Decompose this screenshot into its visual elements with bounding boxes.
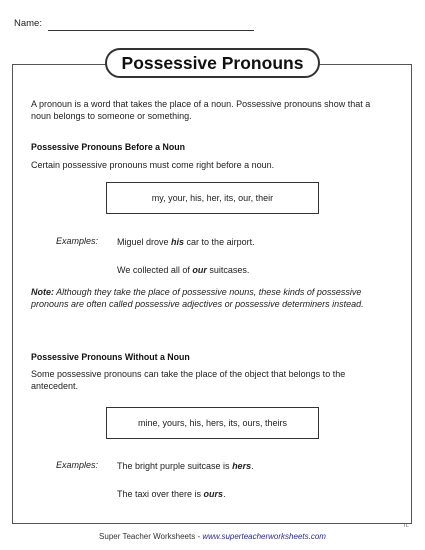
note-label: Note: bbox=[31, 287, 54, 297]
name-label: Name: bbox=[14, 18, 42, 29]
name-line bbox=[48, 30, 254, 31]
section1-heading: Possessive Pronouns Before a Noun bbox=[31, 142, 185, 152]
section2-heading: Possessive Pronouns Without a Noun bbox=[31, 352, 190, 362]
section1-pronoun-box bbox=[106, 182, 319, 214]
section1-text: Certain possessive pronouns must come right before a noun. bbox=[31, 160, 275, 170]
intro-paragraph: A pronoun is a word that takes the place of a noun. Possessive pronouns show that a noun belongs to someone or something. bbox=[31, 99, 371, 121]
section2-pronoun-box bbox=[106, 407, 319, 439]
footer-brand: Super Teacher Worksheets bbox=[99, 532, 196, 541]
section1-example-2: We collected all of our suitcases. bbox=[117, 265, 250, 275]
section2-example-2: The taxi over there is ours. bbox=[117, 489, 226, 499]
footer-url-link[interactable]: www.superteacherworksheets.com bbox=[202, 532, 326, 541]
example-bold-word: his bbox=[171, 237, 185, 247]
page-title: Possessive Pronouns bbox=[105, 48, 320, 78]
section2-examples-label: Examples: bbox=[56, 460, 99, 470]
section1-pronoun-list: my, your, his, her, its, our, their bbox=[151, 193, 274, 203]
section1-examples-label: Examples: bbox=[56, 236, 99, 246]
example-bold-word: hers bbox=[232, 461, 252, 471]
section2-text: Some possessive pronouns can take the place of the object that belongs to the antecedent. bbox=[31, 369, 346, 391]
note-paragraph: Note: Although they take the place of possessive nouns, these kinds of possessive pronouns are often called possessive adjectives or possessive determiners instead. bbox=[31, 287, 364, 309]
section1-example-1: Miguel drove his car to the airport. bbox=[117, 237, 255, 247]
example-bold-word: ours bbox=[203, 489, 224, 499]
section2-pronoun-list: mine, yours, his, hers, its, ours, theirs bbox=[137, 418, 288, 428]
page-code: TL bbox=[403, 523, 409, 529]
footer: Super Teacher Worksheets - www.superteacherworksheets.com bbox=[99, 532, 326, 541]
example-bold-word: our bbox=[192, 265, 207, 275]
section2-example-1: The bright purple suitcase is hers. bbox=[117, 461, 254, 471]
